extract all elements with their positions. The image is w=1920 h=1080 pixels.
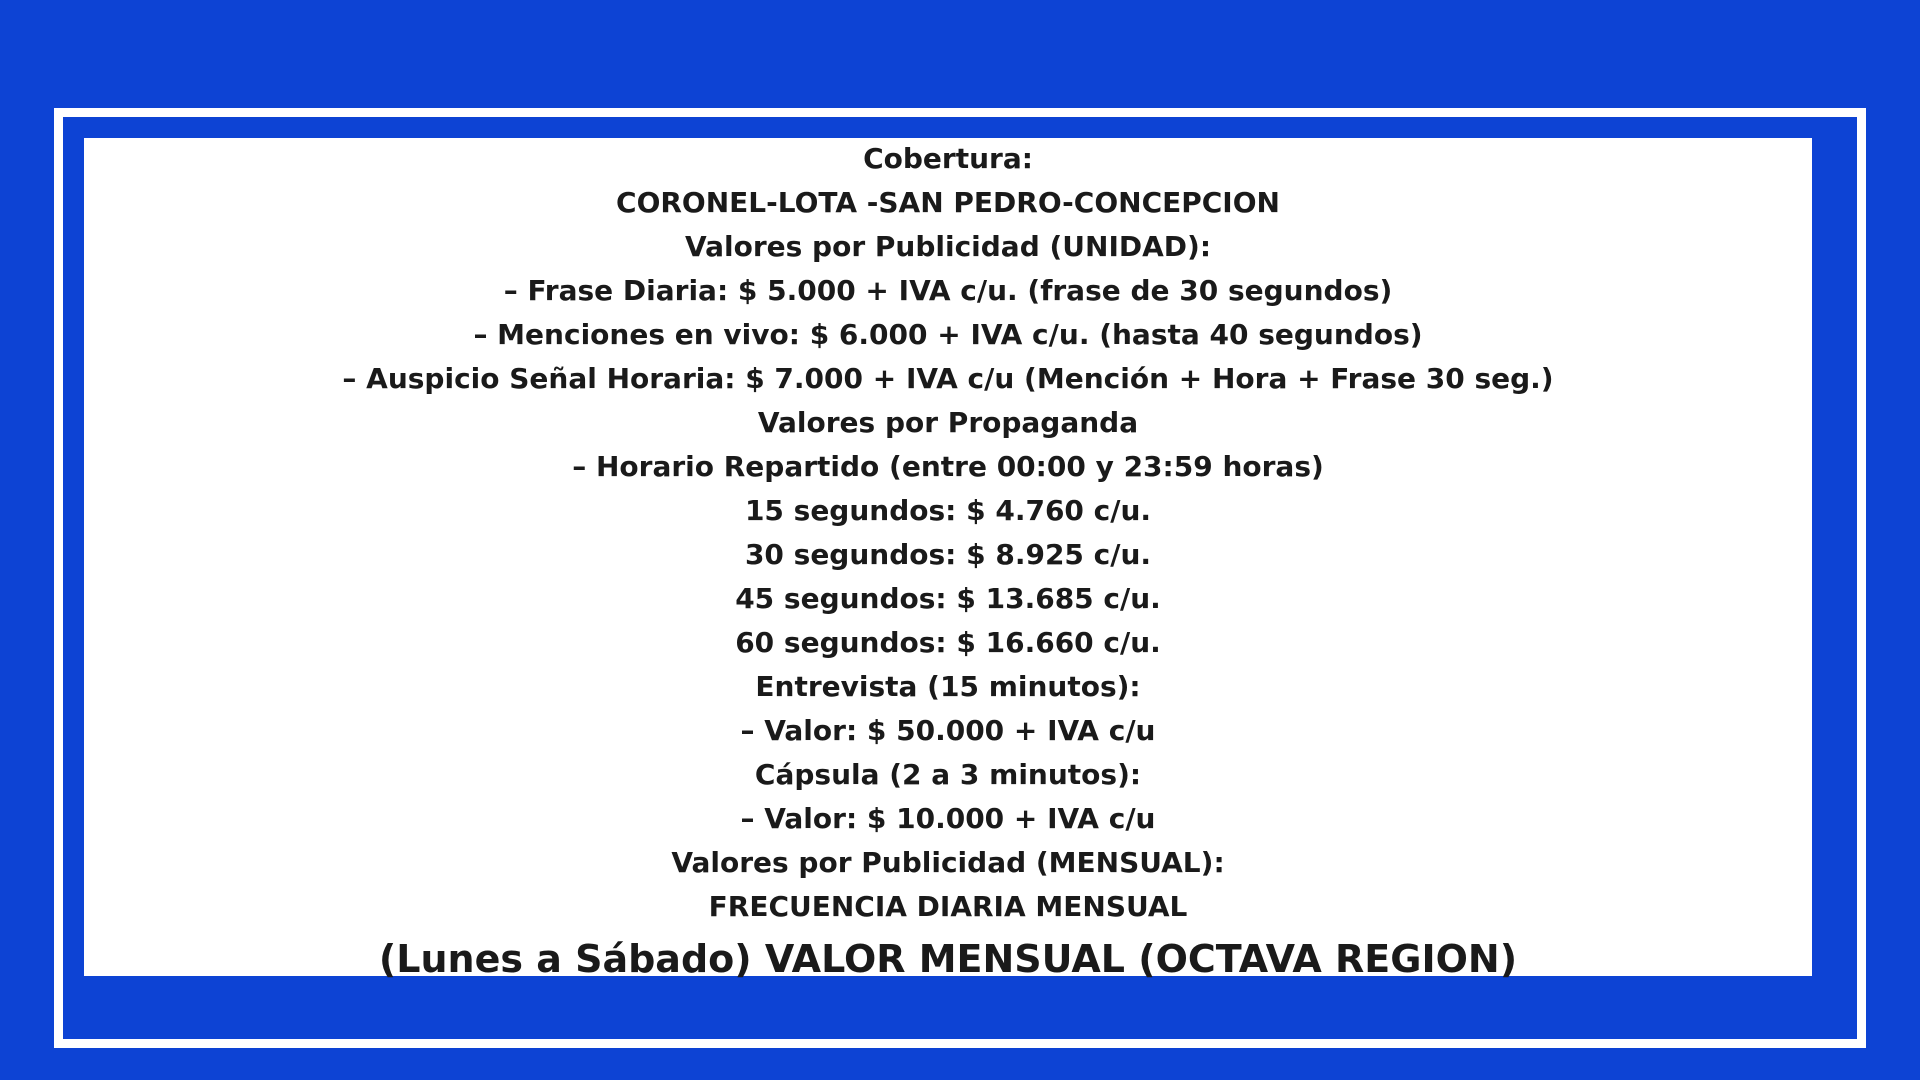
- time-signal-sponsor-rate: – Auspicio Señal Horaria: $ 7.000 + IVA c/u (Mención + Hora + Frase 30 seg.): [342, 362, 1554, 395]
- distributed-schedule: – Horario Repartido (entre 00:00 y 23:59 horas): [572, 450, 1324, 483]
- daily-phrase-rate: – Frase Diaria: $ 5.000 + IVA c/u. (frase de 30 segundos): [503, 274, 1393, 307]
- coverage-areas: CORONEL-LOTA -SAN PEDRO-CONCEPCION: [616, 186, 1280, 219]
- monthly-frequency: FRECUENCIA DIARIA MENSUAL: [708, 890, 1188, 923]
- rate-30-seconds: 30 segundos: $ 8.925 c/u.: [744, 538, 1152, 571]
- rate-15-seconds: 15 segundos: $ 4.760 c/u.: [744, 494, 1152, 527]
- unit-ads-heading: Valores por Publicidad (UNIDAD):: [684, 230, 1212, 263]
- live-mentions-rate: – Menciones en vivo: $ 6.000 + IVA c/u. (hasta 40 segundos): [473, 318, 1423, 351]
- interview-heading: Entrevista (15 minutos):: [755, 670, 1141, 703]
- rate-card-text: [84, 137, 1812, 987]
- capsule-value: – Valor: $ 10.000 + IVA c/u: [740, 802, 1156, 835]
- propaganda-heading: Valores por Propaganda: [757, 406, 1139, 439]
- monthly-ads-heading: Valores por Publicidad (MENSUAL):: [671, 846, 1225, 879]
- rate-45-seconds: 45 segundos: $ 13.685 c/u.: [735, 582, 1161, 615]
- interview-value: – Valor: $ 50.000 + IVA c/u: [740, 714, 1156, 747]
- capsule-heading: Cápsula (2 a 3 minutos):: [754, 758, 1142, 791]
- monthly-value-region: (Lunes a Sábado) VALOR MENSUAL (OCTAVA REGION): [378, 937, 1518, 981]
- rate-60-seconds: 60 segundos: $ 16.660 c/u.: [735, 626, 1161, 659]
- coverage-heading: Cobertura:: [863, 142, 1033, 175]
